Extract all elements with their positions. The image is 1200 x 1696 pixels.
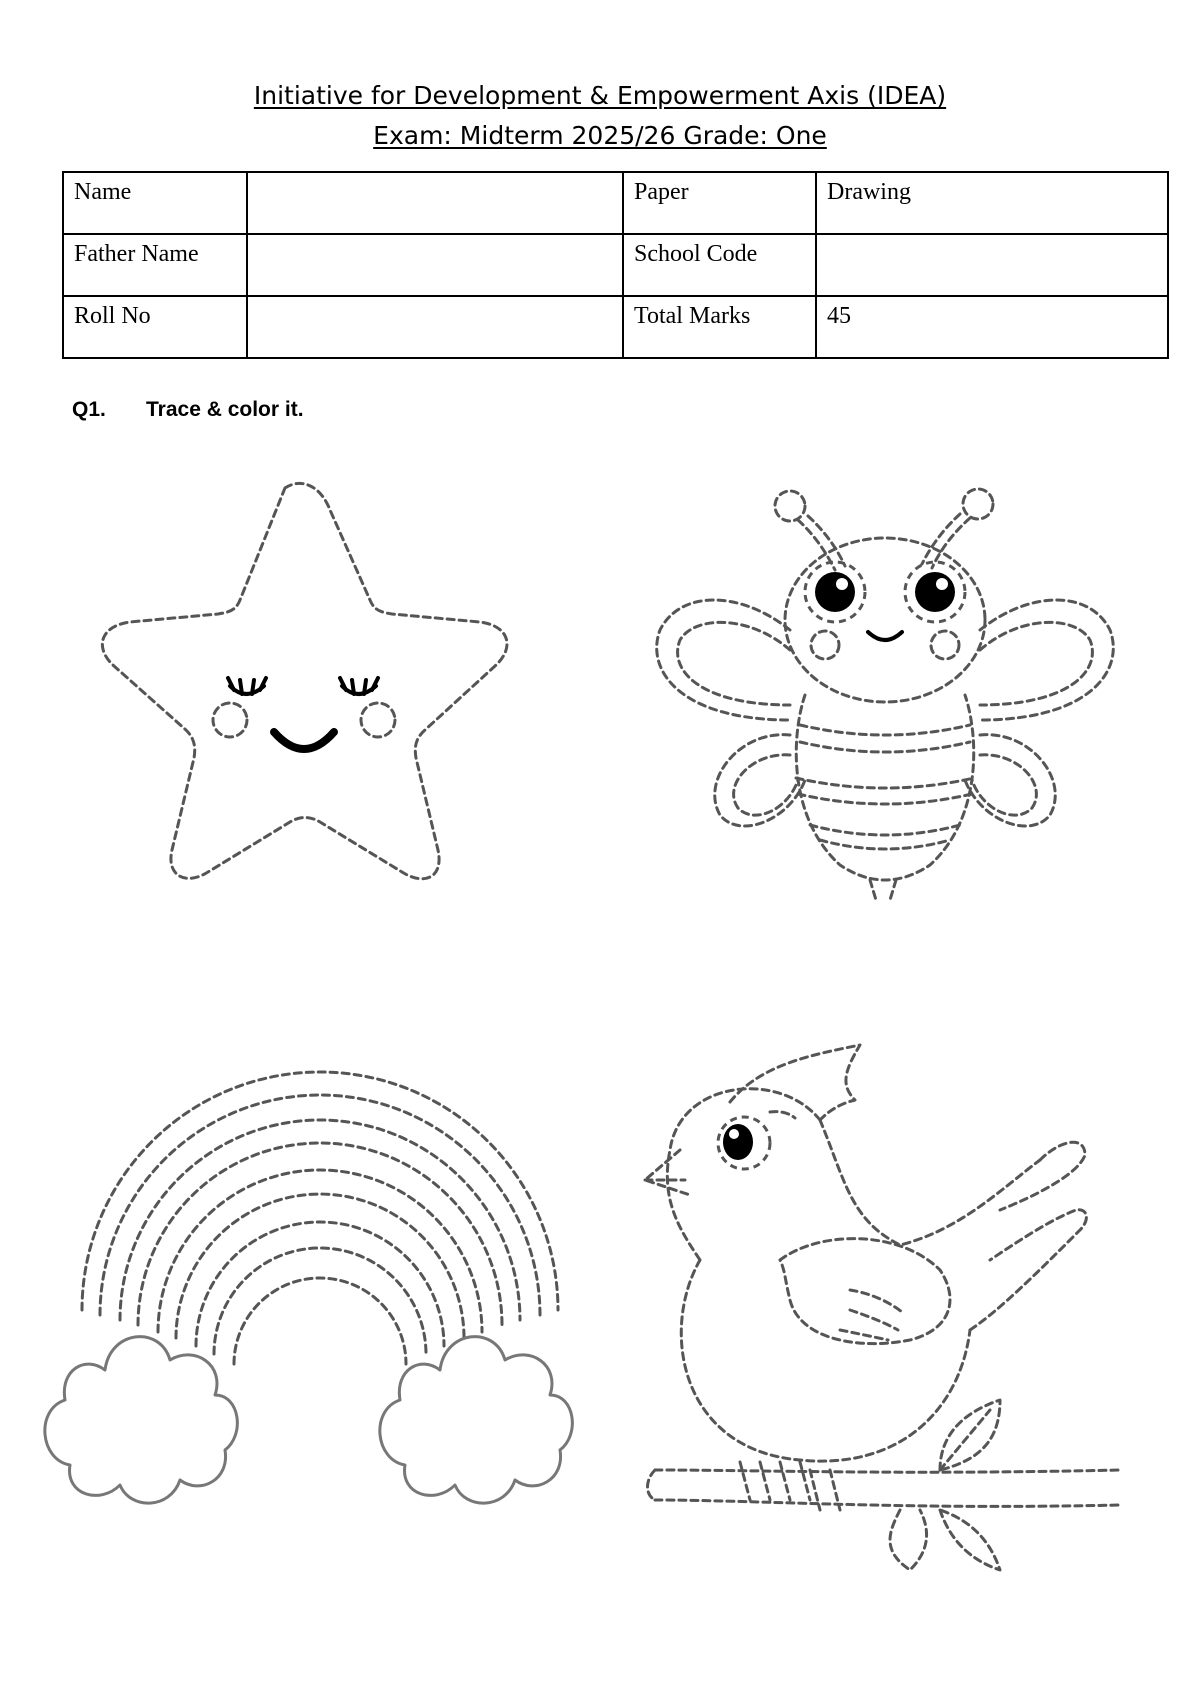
school-code-label: School Code	[623, 234, 816, 296]
bee-icon	[640, 480, 1140, 940]
roll-no-field[interactable]	[247, 296, 623, 358]
paper-value: Drawing	[816, 172, 1168, 234]
bird-icon	[640, 1030, 1140, 1590]
question-1	[72, 398, 304, 422]
institution-title: Initiative for Development & Empowerment Axis (IDEA)	[253, 81, 947, 110]
table-row	[63, 172, 1168, 234]
name-label: Name	[63, 172, 247, 234]
father-name-label: Father Name	[63, 234, 247, 296]
total-marks-label: Total Marks	[623, 296, 816, 358]
rainbow-icon	[30, 1070, 600, 1530]
student-info-table	[62, 171, 1169, 359]
roll-no-label: Roll No	[63, 296, 247, 358]
exam-header	[0, 76, 1200, 156]
table-row	[63, 234, 1168, 296]
school-code-field[interactable]	[816, 234, 1168, 296]
exam-title: Exam: Midterm 2025/26 Grade: One	[373, 121, 827, 150]
question-number: Q1.	[72, 398, 106, 421]
question-text: Trace & color it.	[146, 398, 304, 421]
name-field[interactable]	[247, 172, 623, 234]
father-name-field[interactable]	[247, 234, 623, 296]
table-row	[63, 296, 1168, 358]
star-icon	[80, 470, 530, 890]
total-marks-value: 45	[816, 296, 1168, 358]
paper-label: Paper	[623, 172, 816, 234]
